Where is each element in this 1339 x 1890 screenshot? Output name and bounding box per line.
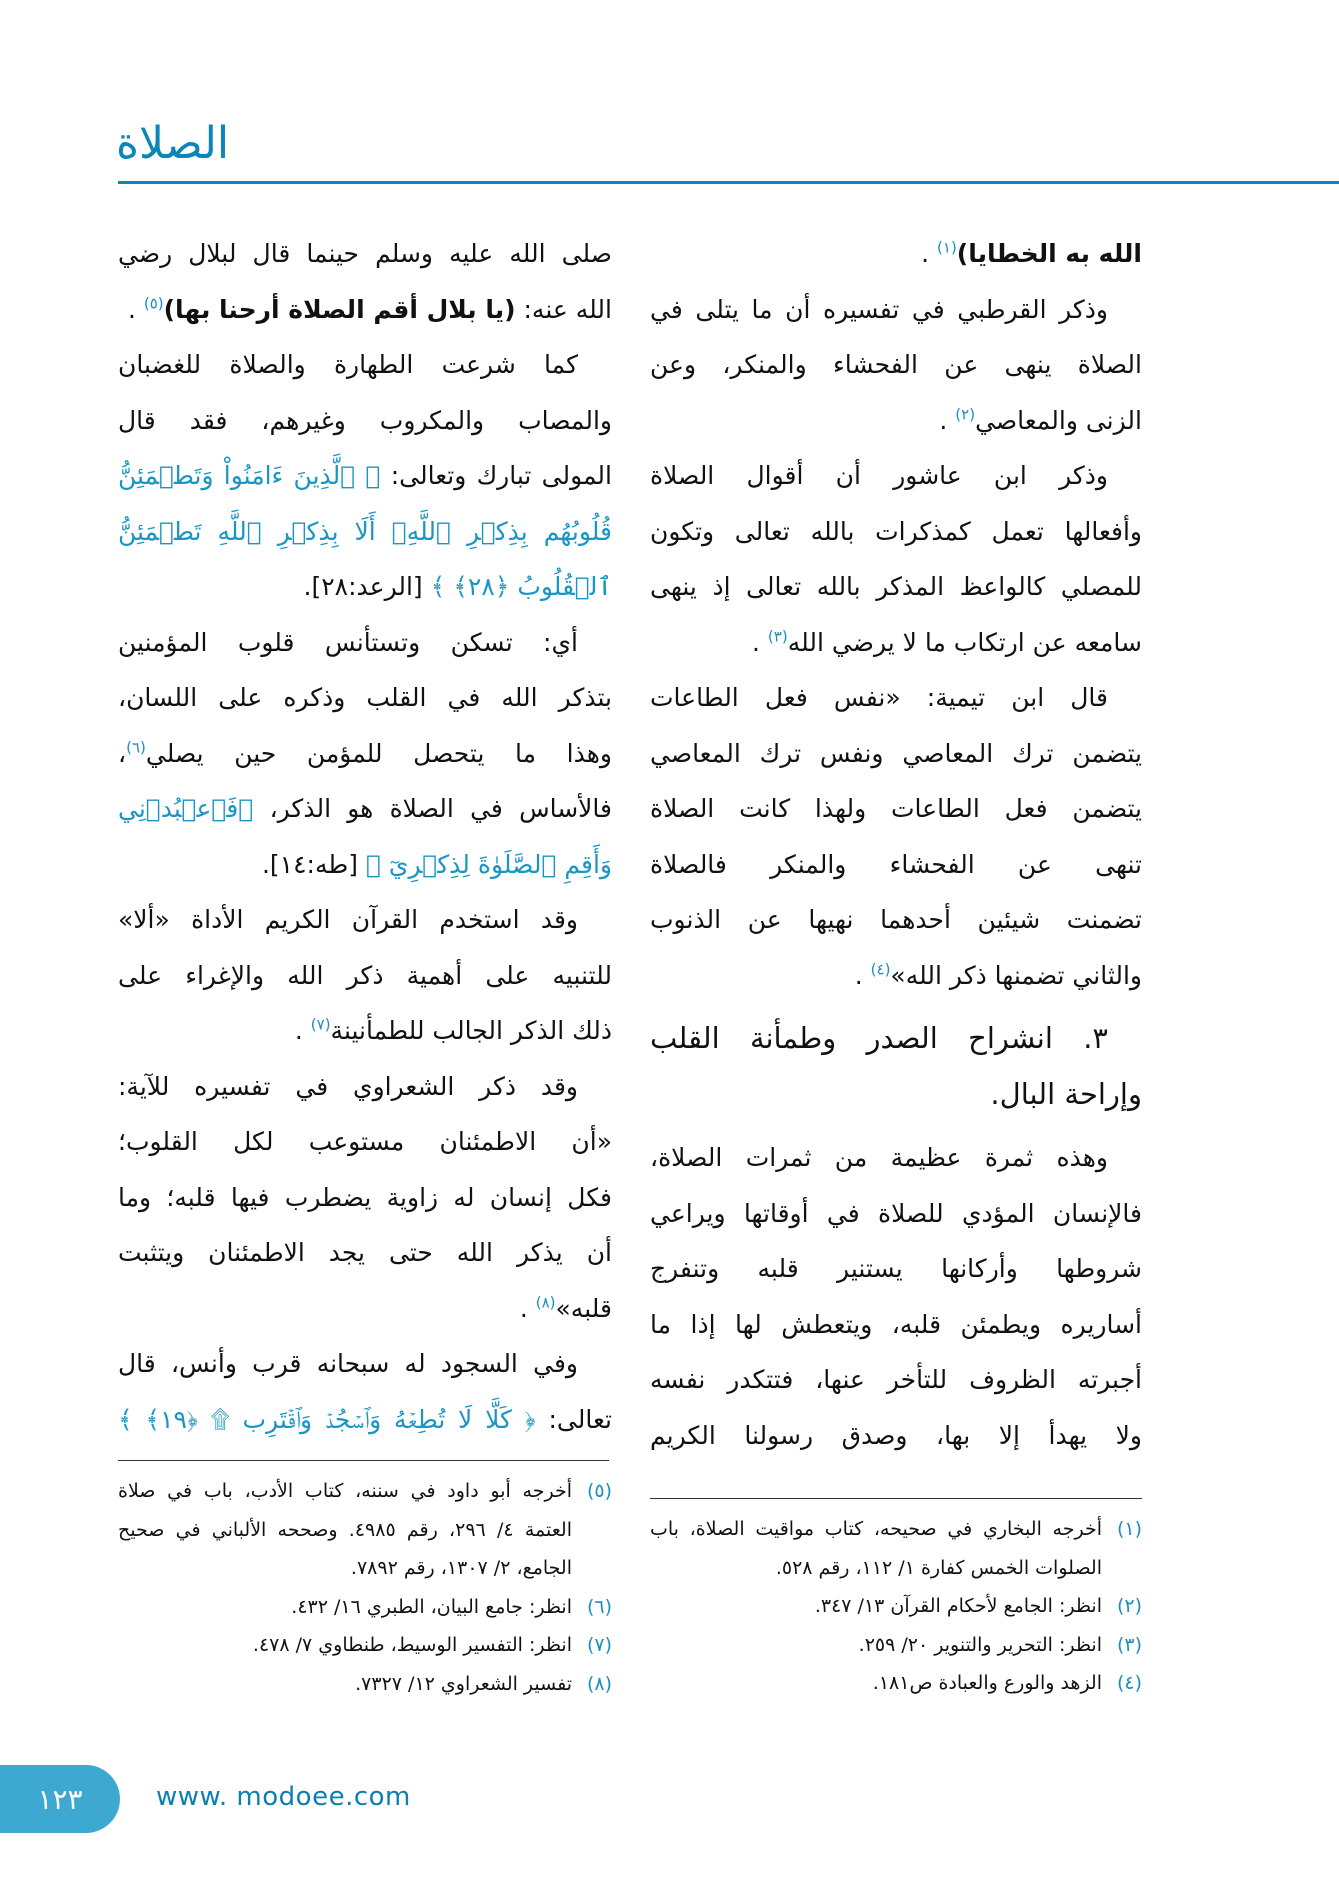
- footnote-text: أخرجه البخاري في صحيحه، كتاب مواقيت الصلاة، باب الصلوات الخمس كفارة ١/ ١١٢، رقم ٥٢٨.: [650, 1518, 1102, 1579]
- body-text: تنهى عن الفحشاء والمنكر فالصلاة: [650, 849, 1142, 879]
- body-text: أي: تسكن وتستأنس قلوب المؤمنين: [118, 627, 578, 657]
- body-text: أن يذكر الله حتى يجد الاطمئنان ويتثبت: [118, 1238, 612, 1267]
- footnote-number: (٤): [1116, 1672, 1142, 1694]
- quran-verse: قُلُوبُهُم بِذِكۡرِ ٱللَّهِۗ أَلَا بِذِكۡرِ ٱللَّهِ تَطۡمَئِنُّ: [118, 516, 612, 546]
- body-text: للتنبيه على أهمية ذكر الله والإغراء على: [118, 960, 612, 990]
- body-text: صلى الله عليه وسلم حينما قال لبلال رضي: [118, 239, 612, 268]
- footnote-ref[interactable]: (٨): [535, 1293, 556, 1312]
- text-line: [118, 1114, 612, 1170]
- text-line: [650, 1186, 1142, 1242]
- footnote-text: انظر: الجامع لأحكام القرآن ١٣/ ٣٤٧.: [814, 1595, 1102, 1617]
- body-text: بتذكر الله في القلب وذكره على اللسان،: [118, 683, 612, 712]
- body-text: قلبه»: [555, 1293, 612, 1323]
- text-line: [650, 226, 1142, 282]
- text-line: [118, 559, 612, 615]
- chapter-title: الصلاة: [116, 118, 230, 169]
- body-text: .: [519, 1293, 536, 1323]
- body-text: يتضمن فعل الطاعات ولهذا كانت الصلاة: [650, 794, 1142, 823]
- text-line: [650, 559, 1142, 615]
- footnote-number: (٢): [1116, 1595, 1142, 1617]
- body-text: وإراحة البال.: [990, 1076, 1142, 1111]
- footnote-ref[interactable]: (٣): [767, 627, 788, 646]
- body-text: تعالى:: [535, 1404, 612, 1434]
- quran-verse: ﴿ كَلَّا لَا تُطِعۡهُ وَٱسۡجُدۡ وَٱقۡتَرِب ۩ ﴿١٩﴾ ﴾: [118, 1404, 536, 1434]
- text-line: [118, 892, 612, 948]
- body-text: .: [854, 960, 871, 990]
- footnote-ref[interactable]: (٦): [126, 738, 146, 757]
- text-line: [650, 837, 1142, 893]
- text-line: [118, 504, 612, 560]
- text-line: [118, 837, 612, 893]
- footnote-ref[interactable]: (١): [937, 238, 957, 257]
- body-text: أساريره ويطمئن قلبه، ويتعطش لها إذا ما: [650, 1309, 1142, 1339]
- body-text: قال ابن تيمية: «نفس فعل الطاعات: [650, 683, 1108, 712]
- text-line: [118, 726, 612, 782]
- body-text: شروطها وأركانها يستنير قلبه وتنفرج: [650, 1254, 1142, 1283]
- text-line: [118, 282, 612, 338]
- text-line: [650, 892, 1142, 948]
- text-line: [650, 670, 1142, 726]
- body-text: وقد ذكر الشعراوي في تفسيره للآية:: [118, 1071, 578, 1101]
- body-text: .: [939, 405, 956, 435]
- text-line: [118, 1170, 612, 1226]
- text-line: [650, 781, 1142, 837]
- right-column: [650, 226, 1142, 1463]
- footnote-number: (٨): [586, 1672, 612, 1695]
- body-text: ٣. انشراح الصدر وطمأنة القلب: [650, 1021, 1108, 1055]
- quran-verse: ﴿فَٱعۡبُدۡنِي: [118, 794, 254, 823]
- text-line: [118, 1059, 612, 1115]
- footnote-text: انظر: التفسير الوسيط، طنطاوي ٧/ ٤٧٨.: [252, 1634, 572, 1656]
- quran-verse: ﴿ ٱلَّذِينَ ءَامَنُواْ وَتَطۡمَئِنُّ: [118, 461, 381, 490]
- footnote: [650, 1626, 1142, 1665]
- text-line: [118, 448, 612, 504]
- body-text: يتضمن ترك المعاصي ونفس ترك المعاصي: [650, 738, 1142, 768]
- body-text: .: [921, 239, 938, 268]
- text-line: [650, 1352, 1142, 1408]
- quran-verse: وَأَقِمِ ٱلصَّلَوٰةَ لِذِكۡرِيٓ ﴾: [365, 849, 612, 879]
- body-text: وهذه ثمرة عظيمة من ثمرات الصلاة،: [650, 1143, 1108, 1172]
- footnote: [118, 1665, 612, 1704]
- footnote: [118, 1472, 612, 1588]
- text-line: [650, 1130, 1142, 1186]
- body-text: .: [294, 1016, 311, 1045]
- body-text: الصلاة ينهى عن الفحشاء والمنكر، وعن: [650, 350, 1142, 379]
- text-line: [118, 1336, 612, 1392]
- body-text: .: [752, 627, 768, 657]
- text-line: [118, 781, 612, 837]
- body-text: فالإنسان المؤدي للصلاة في أوقاتها ويراعي: [650, 1198, 1142, 1228]
- text-line: [118, 1281, 612, 1337]
- text-line: [650, 393, 1142, 449]
- text-line: [650, 1067, 1142, 1123]
- body-text: فكل إنسان له زاوية يضطرب فيها قلبه؛ وما: [118, 1182, 612, 1212]
- footnote-text: تفسير الشعراوي ١٢/ ٧٣٢٧.: [355, 1672, 572, 1695]
- text-line: [650, 1241, 1142, 1297]
- bold-text: (يا بلال أقم الصلاة أرحنا بها): [163, 294, 516, 324]
- body-text: .: [127, 294, 144, 324]
- footnote-text: الزهد والورع والعبادة ص١٨١.: [872, 1672, 1102, 1694]
- text-line: [650, 726, 1142, 782]
- body-text: فالأساس في الصلاة هو الذكر،: [253, 794, 612, 823]
- text-line: [650, 615, 1142, 671]
- footnote-divider-right: [650, 1498, 1142, 1499]
- body-text: تضمنت شيئين أحدهما نهيها عن الذنوب: [650, 905, 1142, 934]
- body-text: سامعه عن ارتكاب ما لا يرضي الله: [787, 627, 1142, 657]
- header-rule: [118, 181, 1339, 184]
- text-line: [118, 948, 612, 1004]
- text-line: [118, 670, 612, 726]
- footnote: [118, 1626, 612, 1665]
- left-column: [118, 226, 612, 1447]
- text-line: [118, 615, 612, 671]
- text-line: [650, 1408, 1142, 1464]
- bold-text: الله به الخطايا): [956, 239, 1142, 268]
- footnotes-left: [118, 1472, 612, 1703]
- text-line: [650, 504, 1142, 560]
- text-line: [650, 1297, 1142, 1353]
- footnote-number: (٥): [586, 1480, 612, 1502]
- body-text: وذكر القرطبي في تفسيره أن ما يتلى في: [650, 294, 1108, 324]
- text-line: [650, 337, 1142, 393]
- footnote-text: أخرجه أبو داود في سننه، كتاب الأدب، باب في صلاة العتمة ٤/ ٢٩٦، رقم ٤٩٨٥. وصححه الألباني في صحيح الجامع، ٢/ ١٣٠٧، رقم ٧٨٩٢.: [118, 1480, 572, 1579]
- body-text: وقد استخدم القرآن الكريم الأداة «ألا»: [118, 905, 578, 934]
- text-line: [118, 1392, 612, 1448]
- footnote-number: (١): [1116, 1518, 1142, 1540]
- footnote-number: (٧): [586, 1634, 612, 1656]
- footnote-ref[interactable]: (٢): [955, 405, 976, 424]
- body-text: [طه:١٤].: [261, 849, 366, 879]
- body-text: ولا يهدأ إلا بها، وصدق رسولنا الكريم: [650, 1420, 1142, 1450]
- body-text: للمصلي كالواعظ المذكر بالله تعالى إذ ينهى: [650, 572, 1142, 601]
- text-line: [118, 1225, 612, 1281]
- footnote: [650, 1510, 1142, 1587]
- text-line: [118, 226, 612, 282]
- body-text: وهذا ما يتحصل للمؤمن حين يصلي: [145, 738, 612, 768]
- footnote: [650, 1664, 1142, 1703]
- body-text: وأفعالها تعمل كمذكرات بالله تعالى وتكون: [650, 516, 1142, 546]
- body-text: المولى تبارك وتعالى:: [380, 461, 612, 490]
- text-line: [650, 282, 1142, 338]
- text-line: [650, 1011, 1142, 1067]
- quran-verse: ٱلۡقُلُوبُ ﴿٢٨﴾ ﴾: [430, 572, 612, 601]
- footnote: [118, 1588, 612, 1627]
- body-text: وفي السجود له سبحانه قرب وأنس، قال: [118, 1349, 578, 1378]
- text-line: [118, 1003, 612, 1059]
- body-text: «أن الاطمئنان مستوعب لكل القلوب؛: [118, 1127, 612, 1156]
- body-text: كما شرعت الطهارة والصلاة للغضبان: [118, 350, 578, 379]
- body-text: أجبرته الظروف للتأخر عنها، فتتكدر نفسه: [650, 1365, 1142, 1394]
- body-text: الله عنه:: [515, 294, 612, 324]
- page-number: ١٢٣: [0, 1765, 120, 1833]
- body-text: وذكر ابن عاشور أن أقوال الصلاة: [650, 461, 1108, 490]
- footnote-number: (٣): [1116, 1633, 1142, 1656]
- body-text: [الرعد:٢٨].: [303, 572, 431, 601]
- text-line: [118, 337, 612, 393]
- footnote-text: انظر: جامع البيان، الطبري ١٦/ ٤٣٢.: [291, 1595, 572, 1618]
- footnote-ref[interactable]: (٥): [143, 294, 164, 313]
- text-line: [650, 948, 1142, 1004]
- text-line: [118, 393, 612, 449]
- footnote: [650, 1587, 1142, 1626]
- body-text: الزنى والمعاصي: [975, 405, 1142, 435]
- footnote-ref[interactable]: (٤): [870, 960, 891, 979]
- body-text: والمصاب والمكروب وغيرهم، فقد قال: [118, 405, 612, 435]
- body-text: ،: [118, 738, 127, 768]
- footnote-divider-left: [118, 1460, 609, 1461]
- body-text: والثاني تضمنها ذكر الله»: [890, 960, 1142, 990]
- footnote-ref[interactable]: (٧): [310, 1015, 331, 1034]
- footnotes-right: [650, 1510, 1142, 1703]
- body-text: ذلك الذكر الجالب للطمأنينة: [330, 1016, 612, 1045]
- footnote-number: (٦): [586, 1595, 612, 1618]
- footnote-text: انظر: التحرير والتنوير ٢٠/ ٢٥٩.: [858, 1633, 1102, 1656]
- website-link[interactable]: www. modoee.com: [156, 1782, 411, 1812]
- text-line: [650, 448, 1142, 504]
